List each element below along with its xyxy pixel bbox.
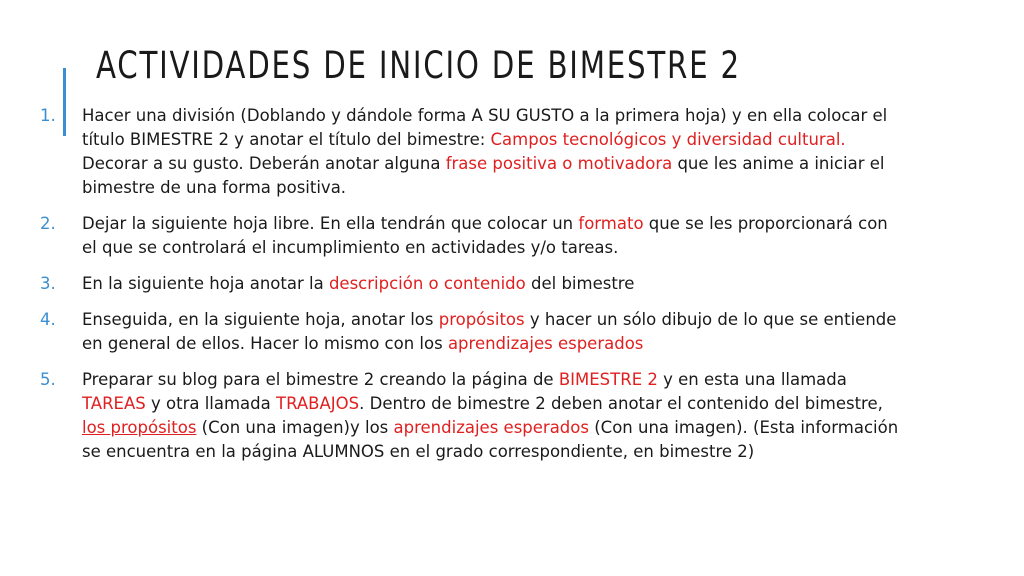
highlighted-text: BIMESTRE 2 xyxy=(558,370,658,389)
slide-title: ACTIVIDADES DE INICIO DE BIMESTRE 2 xyxy=(96,44,741,87)
body-text: Dejar la siguiente hoja libre. En ella tendrán que colocar un xyxy=(82,214,579,233)
list-item-number: 4. xyxy=(40,310,56,329)
body-text: (Con una imagen)y los xyxy=(196,418,394,437)
list-item-text xyxy=(82,104,900,200)
body-text: . Dentro de bimestre 2 deben anotar el contenido del bimestre, xyxy=(359,394,883,413)
body-text: Enseguida, en la siguiente hoja, anotar los xyxy=(82,310,439,329)
highlighted-text: aprendizajes esperados xyxy=(447,334,644,353)
list-item-text xyxy=(82,368,900,464)
list-item-number: 3. xyxy=(40,274,56,293)
list-item xyxy=(40,212,900,260)
highlighted-text: TAREAS xyxy=(82,394,146,413)
list-item xyxy=(40,368,900,464)
body-text: En la siguiente hoja anotar la xyxy=(82,274,329,293)
highlighted-text: formato xyxy=(578,214,644,233)
list-item xyxy=(40,272,900,296)
body-text: y otra llamada xyxy=(145,394,277,413)
activity-list xyxy=(40,104,900,476)
highlighted-text: TRABAJOS xyxy=(276,394,360,413)
highlighted-text: descripción o contenido xyxy=(328,274,526,293)
body-text: que se les proporcionará con el que se controlará el incumplimiento en actividades y/o tareas. xyxy=(82,214,888,257)
body-text: del bimestre xyxy=(525,274,635,293)
list-item-text xyxy=(82,272,900,296)
highlighted-text: propósitos xyxy=(438,310,525,329)
body-text: Decorar a su gusto. Deberán anotar alguna xyxy=(82,154,446,173)
list-item-number: 1. xyxy=(40,106,56,125)
list-item-number: 2. xyxy=(40,214,56,233)
list-item-text xyxy=(82,308,900,356)
body-text: y hacer un sólo dibujo de lo que se entiende en general de ellos. Hacer lo mismo con los xyxy=(82,310,897,353)
body-text: Preparar su blog para el bimestre 2 creando la página de xyxy=(82,370,559,389)
body-text: Hacer una división (Doblando y dándole forma A SU GUSTO a la primera hoja) y en ella colocar el título BIMESTRE 2 y anotar el título del bimestre: xyxy=(82,106,888,149)
highlighted-text: los propósitos xyxy=(82,418,197,437)
highlighted-text: aprendizajes esperados xyxy=(393,418,589,437)
list-item-number: 5. xyxy=(40,370,56,389)
list-item-text xyxy=(82,212,900,260)
highlighted-text: frase positiva o motivadora xyxy=(445,154,673,173)
list-item xyxy=(40,104,900,200)
body-text: y en esta una llamada xyxy=(657,370,847,389)
body-text: que les anime a iniciar el bimestre de una forma positiva. xyxy=(82,154,885,197)
highlighted-text: Campos tecnológicos y diversidad cultural. xyxy=(490,130,846,149)
body-text: (Con una imagen). (Esta información se encuentra en la página ALUMNOS en el grado correspondiente, en bimestre 2) xyxy=(82,418,899,461)
list-item xyxy=(40,308,900,356)
